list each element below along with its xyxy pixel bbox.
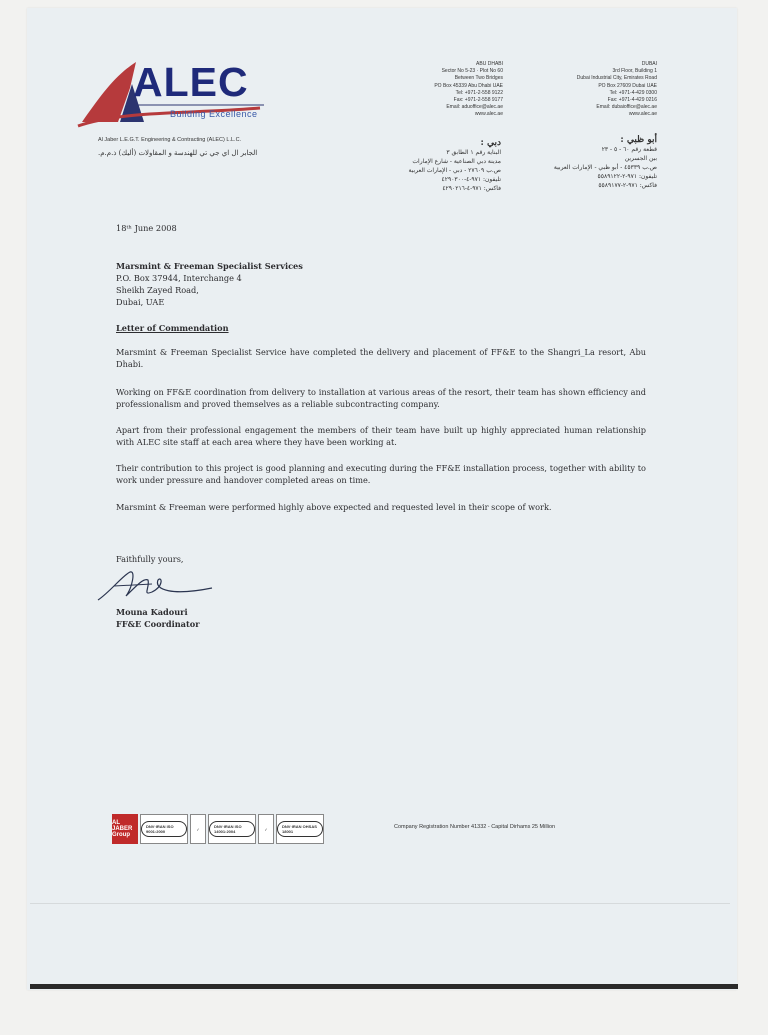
letter-paragraph: Working on FF&E coordination from delivery to installation at various areas of the resort, their team has shown efficiency and professionalism and proved themselves as a reliable subcontracting company. — [116, 387, 646, 409]
ukas-mark: ✓ — [190, 814, 206, 844]
recipient-name: Marsmint & Freeman Specialist Services — [116, 261, 303, 271]
letter-paragraph: Their contribution to this project is good planning and executing during the FF&E installation process, together with ability to work under pressure and handover completed areas on time. — [116, 463, 646, 485]
al-jaber-group-logo: AL JABER Group — [112, 814, 138, 844]
address-dubai-ar: دبي : البناية رقم ١ الطابق ٣ مدينة دبي الصناعية - شارع الإمارات ص.ب ٢٧٦٠٩ - دبي - الإمارات العربية تليفون: ٩٧١-٤-٤٢٩٠٣٠٠ فاكس: ٩٧١-٤-٤٢٩٠٢١٦ — [408, 138, 501, 192]
recipient-address-line: Dubai, UAE — [116, 297, 165, 307]
company-name-ar: الجابر ال اي جي تي للهندسة و المقاولات (أليك) ذ.م.م. — [98, 149, 258, 157]
scan-edge-bar — [30, 984, 738, 989]
recipient-block — [116, 260, 416, 308]
address-dubai-en: DUBAI 3rd Floor, Building 1 Dubai Industrial City, Emirates Road PO Box 27609 Dubai UAE Tel: +971-4-429 0300 Fax: +971-4-429 0216 Email: dubaioffice@alec.ae www.alec.ae — [576, 61, 657, 118]
letter-paragraph: Apart from their professional engagement the members of their team have built up highly appreciated human relationship with ALEC site staff at each area where they have been working at. — [116, 425, 646, 447]
letter-paragraph: Marsmint & Freeman Specialist Service have completed the delivery and placement of FF&E to the Shangri_La resort, Abu Dhabi. — [116, 347, 646, 369]
logo-tagline: Building Excellence — [170, 109, 258, 119]
logo-wordmark: ALEC — [133, 59, 249, 105]
closing-salutation: Faithfully yours, — [116, 554, 184, 564]
address-abu-dhabi-ar: أبو ظبي : قطعة رقم ٦٠ - ٥ - ٢٣ بين الجسرين ص.ب ٤٥٣٣٩ - أبو ظبي - الإمارات العربية تليفون: ٩٧١-٢-٥٥٨٩١٢٢ فاكس: ٩٧١-٢-٥٥٨٩١٧٧ — [553, 135, 657, 189]
signatory-title: FF&E Coordinator — [116, 619, 200, 629]
certification-logos — [112, 814, 324, 844]
letter-paragraph: Marsmint & Freeman were performed highly above expected and requested level in their scope of work. — [116, 502, 552, 512]
handwritten-signature — [92, 566, 217, 608]
signatory-name: Mouna Kadouri — [116, 607, 188, 617]
company-registration: Company Registration Number 41332 - Capital Dirhams 25 Million — [394, 824, 556, 830]
ukas-mark: ✓ — [258, 814, 274, 844]
divider — [30, 903, 730, 904]
iso-9001-badge: DNV·IRAN ISO 9001:2000 — [140, 814, 188, 844]
recipient-address-line: P.O. Box 37944, Interchange 4 — [116, 273, 242, 283]
company-name-en: Al Jaber L.E.G.T. Engineering & Contracting (ALEC) L.L.C. — [98, 137, 242, 143]
recipient-address-line: Sheikh Zayed Road, — [116, 285, 199, 295]
letter-date: 18ᵗʰ June 2008 — [116, 223, 177, 233]
iso-14001-badge: DNV·IRAN ISO 14001:2004 — [208, 814, 256, 844]
letter-subject: Letter of Commendation — [116, 323, 229, 333]
address-abu-dhabi-en: ABU DHABI Sector No 5-23 · Plot No 60 Between Two Bridges PO Box 45339 Abu Dhabi UAE Tel: +971-2-558 9122 Fax: +971-2-558 9177 Email: aduoffice@alec.ae www.alec.ae — [434, 61, 503, 118]
ohsas-18001-badge: DNV·IRAN OHSAS 18001 — [276, 814, 324, 844]
